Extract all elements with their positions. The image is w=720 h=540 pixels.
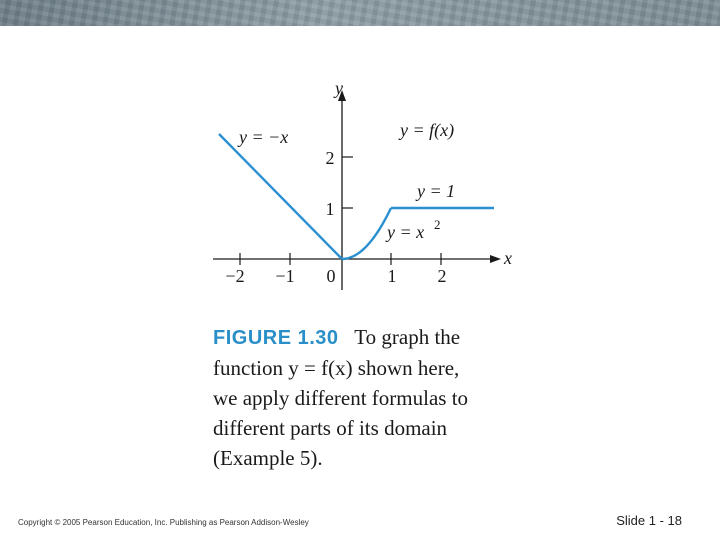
y-tick-label: 2 [325, 148, 335, 168]
x-tick-label: −1 [275, 266, 295, 286]
curve-neg-x [219, 134, 342, 259]
x-tick-label: 2 [437, 266, 447, 286]
caption-text: To graph the [354, 325, 461, 349]
label-y-equals-neg-x: y = −x [239, 127, 289, 147]
slide-number: Slide 1 - 18 [616, 513, 682, 528]
caption-line-4: different parts of its domain [213, 416, 448, 440]
copyright-text: Copyright © 2005 Pearson Education, Inc. Publishing as Pearson Addison-Wesley [18, 518, 309, 527]
y-tick-label: 1 [325, 199, 335, 219]
curve-x-squared [342, 208, 391, 259]
caption-line-3: we apply different formulas to [213, 386, 469, 410]
label-y-equals-fx: y = f(x) [400, 120, 455, 140]
x-axis-arrow [490, 255, 501, 263]
x-axis-label: x [504, 248, 512, 268]
piecewise-graph [205, 78, 525, 298]
caption-line-2: function y = f(x) shown here, [213, 356, 460, 380]
caption-line-1 [213, 322, 513, 353]
label-y-equals-one: y = 1 [417, 181, 456, 201]
caption-line-5: (Example 5). [213, 446, 323, 470]
x-tick-label: 0 [326, 266, 336, 286]
x-tick-label: 1 [387, 266, 397, 286]
figure-label: FIGURE 1.30 [213, 327, 339, 349]
y-axis-label: y [335, 78, 343, 98]
x-tick-label: −2 [225, 266, 245, 286]
label-y-equals-x-squared: y = x [387, 222, 425, 242]
graph-svg [205, 78, 525, 298]
label-exponent: 2 [434, 217, 441, 232]
figure-caption [213, 322, 513, 473]
header-band [0, 0, 720, 26]
